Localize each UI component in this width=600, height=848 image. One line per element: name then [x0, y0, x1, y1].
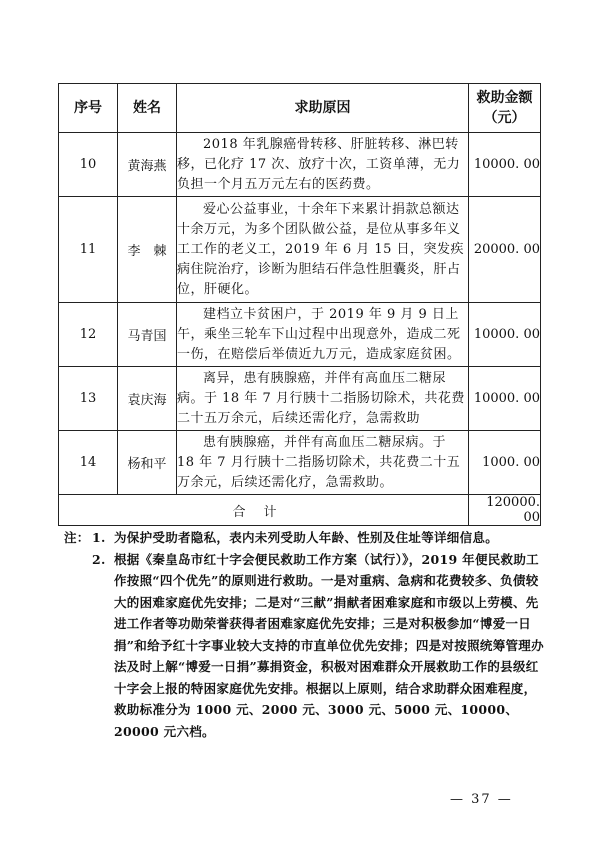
row-reason-text: 爱心公益事业，十余年下来累计捐款总额达十余万元，为多个团队做公益，是位从事多年义工工作的老义工，2019 年 6 月 15 日，突发疾病住院治疗，诊断为胆结石伴急性胆囊炎，肝占位，肝硬化。: [177, 201, 465, 297]
row-name: 杨和平: [118, 431, 177, 495]
row-name: 袁庆海: [118, 367, 177, 431]
table-total-row: [59, 495, 541, 526]
header-amount-line1: 救助金额: [476, 90, 533, 106]
header-name: 姓名: [118, 84, 177, 133]
note-1: [64, 527, 544, 549]
note-2: [92, 549, 544, 743]
header-reason: 求助原因: [177, 84, 469, 133]
header-amount: [469, 84, 541, 133]
row-reason: [177, 367, 469, 431]
row-reason: [177, 303, 469, 367]
relief-table: [58, 83, 541, 526]
row-name: 马青国: [118, 303, 177, 367]
total-label: 合计: [59, 495, 469, 526]
row-reason-text: 2018 年乳腺癌骨转移、肝脏转移、淋巴转移，已化疗 17 次、放疗十次，工资单薄，无力负担一个月五万元左右的医药费。: [177, 136, 461, 192]
row-seq: 10: [59, 133, 118, 197]
row-amount: 10000. 00: [469, 367, 541, 431]
table-row: [59, 133, 541, 197]
table-row: [59, 197, 541, 303]
row-amount: 20000. 00: [469, 197, 541, 303]
row-seq: 12: [59, 303, 118, 367]
row-name: 李 棘: [118, 197, 177, 303]
note-1-text: 为保护受助者隐私，表内未列受助人年龄、性别及住址等详细信息。: [114, 530, 499, 545]
note-2-number: 2.: [92, 551, 106, 567]
notes-prefix: 注：: [64, 530, 90, 545]
row-seq: 11: [59, 197, 118, 303]
row-seq: 13: [59, 367, 118, 431]
table-row: [59, 367, 541, 431]
table-row: [59, 431, 541, 495]
row-amount: 10000. 00: [469, 133, 541, 197]
row-reason-text: 患有胰腺癌，并伴有高血压二糖尿病。于 18 年 7 月行胰十二指肠切除术，共花费二十五万余元，后续还需化疗，急需救助。: [177, 434, 461, 490]
row-reason: [177, 431, 469, 495]
row-amount: 1000. 00: [469, 431, 541, 495]
notes-section: [64, 527, 544, 742]
total-amount: 120000. 00: [469, 495, 541, 526]
note-2-text: 根据《秦皇岛市红十字会便民救助工作方案（试行）》，2019 年便民救助工作按照“四个优先”的原则进行救助。一是对重病、急病和花费较多、负债较大的困难家庭优先安排；二是对“三献”捐献者困难家庭和市级以上劳模、先进工作者等功勋荣誉获得者困难家庭优先安排；三是对积极参加“博爱一日捐”和给予红十字事业较大支持的市直单位优先安排；四是对按照统筹管理办法及时上解“博爱一日捐”募捐资金，积极对困难群众开展救助工作的县级红十字会上报的特困家庭优先安排。根据以上原则，结合求助群众困难程度，救助标准分为 1000 元、2000 元、3000 元、5000 元、10000、20000 元六档。: [114, 551, 544, 739]
row-amount: 10000. 00: [469, 303, 541, 367]
row-reason-text: 建档立卡贫困户，于 2019 年 9 月 9 日上午，乘坐三轮车下山过程中出现意外，造成二死一伤，在赔偿后举债近九万元，造成家庭贫困。: [177, 306, 461, 362]
row-reason-text: 离异，患有胰腺癌，并伴有高血压二糖尿病。于 18 年 7 月行胰十二指肠切除术，共花费二十五万余元，后续还需化疗，急需救助: [177, 370, 465, 426]
row-reason: [177, 197, 469, 303]
page-number: — 37 —: [450, 792, 513, 807]
note-1-number: 1.: [92, 530, 106, 545]
row-name: 黄海燕: [118, 133, 177, 197]
row-seq: 14: [59, 431, 118, 495]
table-row: [59, 303, 541, 367]
header-amount-line2: （元）: [483, 110, 526, 126]
header-seq: 序号: [59, 84, 118, 133]
table-header-row: [59, 84, 541, 133]
row-reason: [177, 133, 469, 197]
